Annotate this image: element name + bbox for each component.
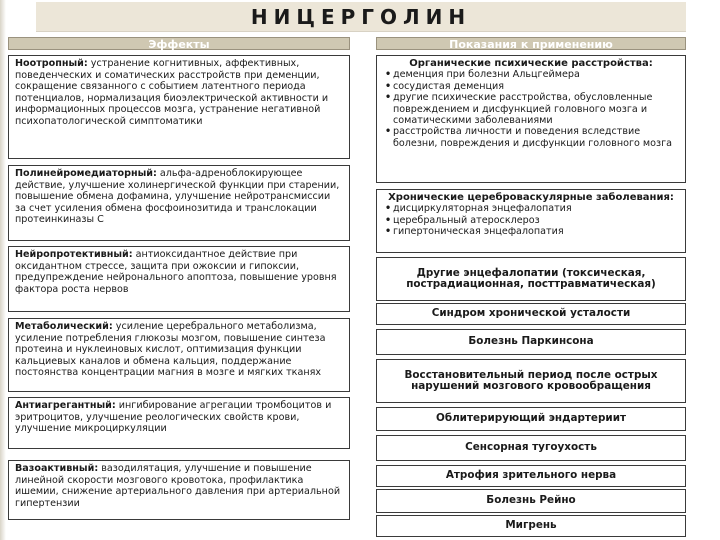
- indication-label: Болезнь Рейно: [486, 494, 576, 507]
- indication-label: Сенсорная тугоухость: [465, 441, 597, 454]
- indications-header: Показания к применению: [376, 37, 686, 50]
- list-item: • другие психические расстройства, обусловленные повреждением и дисфункцией головного мозга и соматическими заболеваниями: [385, 92, 677, 126]
- page-title: НИЦЕРГОЛИН: [250, 4, 472, 29]
- effect-name: Ноотропный:: [15, 58, 88, 69]
- indication-optic-atrophy: [376, 465, 686, 487]
- indication-title: Органические психические расстройства:: [409, 58, 653, 69]
- indication-label: Атрофия зрительного нерва: [445, 469, 617, 482]
- indication-label: Болезнь Паркинсона: [468, 335, 594, 348]
- effect-text: устранение когнитивных, аффективных, поведенческих и соматических расстройств при деменции, сокращение связанного с событием латентного периода потенциалов, нормализация биоэлектрической активности и информационных процессов мозга, устранение негативной психопатологической симптоматики: [15, 58, 329, 127]
- indication-list: [385, 203, 677, 237]
- indication-label: Мигрень: [505, 519, 557, 532]
- indication-raynaud: [376, 489, 686, 513]
- indication-parkinson: [376, 329, 686, 355]
- indications-column: [376, 37, 686, 537]
- effect-text: вазодилятация, улучшение и повышение линейной скорости мозгового кровотока, профилактика ишемии, снижение артериального давления при артериальной гипертензии: [15, 463, 341, 509]
- list-item: • сосудистая деменция: [385, 81, 677, 92]
- effect-name: Вазоактивный:: [15, 463, 99, 474]
- title-banner: [36, 2, 686, 32]
- indication-list: [385, 69, 677, 149]
- indication-encephalopathy: [376, 257, 686, 301]
- list-item: • дисциркуляторная энцефалопатия: [385, 203, 677, 214]
- effect-text: альфа-адреноблокирующее действие, улучшение холинергической функции при старении, повышение обмена дофамина, улучшение нейротрансмиссии за счет усиления обмена фосфоинозитида и транслокации протеинкиназы С: [15, 168, 340, 226]
- effect-box-nootropic: [8, 55, 350, 159]
- effects-column: [8, 37, 350, 537]
- indication-hearing: [376, 435, 686, 461]
- indication-fatigue: [376, 303, 686, 325]
- indication-label: Синдром хронической усталости: [431, 307, 631, 320]
- list-item: • церебральный атеросклероз: [385, 215, 677, 226]
- effect-text: ингибирование агрегации тромбоцитов и эритроцитов, улучшение реологических свойств крови, улучшение микроциркуляции: [15, 400, 332, 435]
- list-item: • расстройства личности и поведения вследствие болезни, повреждения и дисфункции головного мозга: [385, 126, 677, 149]
- indication-label: Восстановительный период после острых нарушений мозгового кровообращения: [404, 368, 658, 392]
- effect-name: Антиагрегантный:: [15, 400, 116, 411]
- list-item: • деменция при болезни Альцгеймера: [385, 69, 677, 80]
- effect-name: Метаболический:: [15, 321, 113, 332]
- effect-box-neuroprotective: [8, 246, 350, 312]
- indication-organic: [376, 55, 686, 183]
- indication-recovery: [376, 359, 686, 403]
- effect-box-antiaggregant: [8, 397, 350, 449]
- effect-name: Нейропротективный:: [15, 249, 133, 260]
- effect-box-polyneuromediator: [8, 165, 350, 241]
- indication-label: Другие энцефалопатии (токсическая, пострадиационная, посттравматическая): [406, 266, 656, 290]
- effect-name: Полинейромедиаторный:: [15, 168, 157, 179]
- effect-text: антиоксидантное действие при оксидантном стрессе, защита при ожоксии и гипоксии, предупреждение нейронального апоптоза, повышение уровня фактора роста нервов: [15, 249, 337, 295]
- effect-box-metabolic: [8, 318, 350, 392]
- indication-chronic: [376, 189, 686, 253]
- indication-title: Хронические цереброваскулярные заболевания:: [388, 192, 674, 203]
- effect-text: усиление церебрального метаболизма, усиление потребления глюкозы мозгом, повышение синтеза протеина и нуклеиновых кислот, оптимизация функции кальциевых каналов и обмена кальция, поддержание постоянства концентрации магния в мозге и мягких тканях: [15, 321, 326, 379]
- effect-box-vasoactive: [8, 460, 350, 520]
- indication-label: Облитерирующий эндартериит: [435, 412, 626, 425]
- effects-header: Эффекты: [8, 37, 350, 50]
- page-edge-shadow: [0, 0, 6, 540]
- indication-endarteritis: [376, 407, 686, 431]
- indication-migraine: [376, 515, 686, 537]
- list-item: • гипертоническая энцефалопатия: [385, 226, 677, 237]
